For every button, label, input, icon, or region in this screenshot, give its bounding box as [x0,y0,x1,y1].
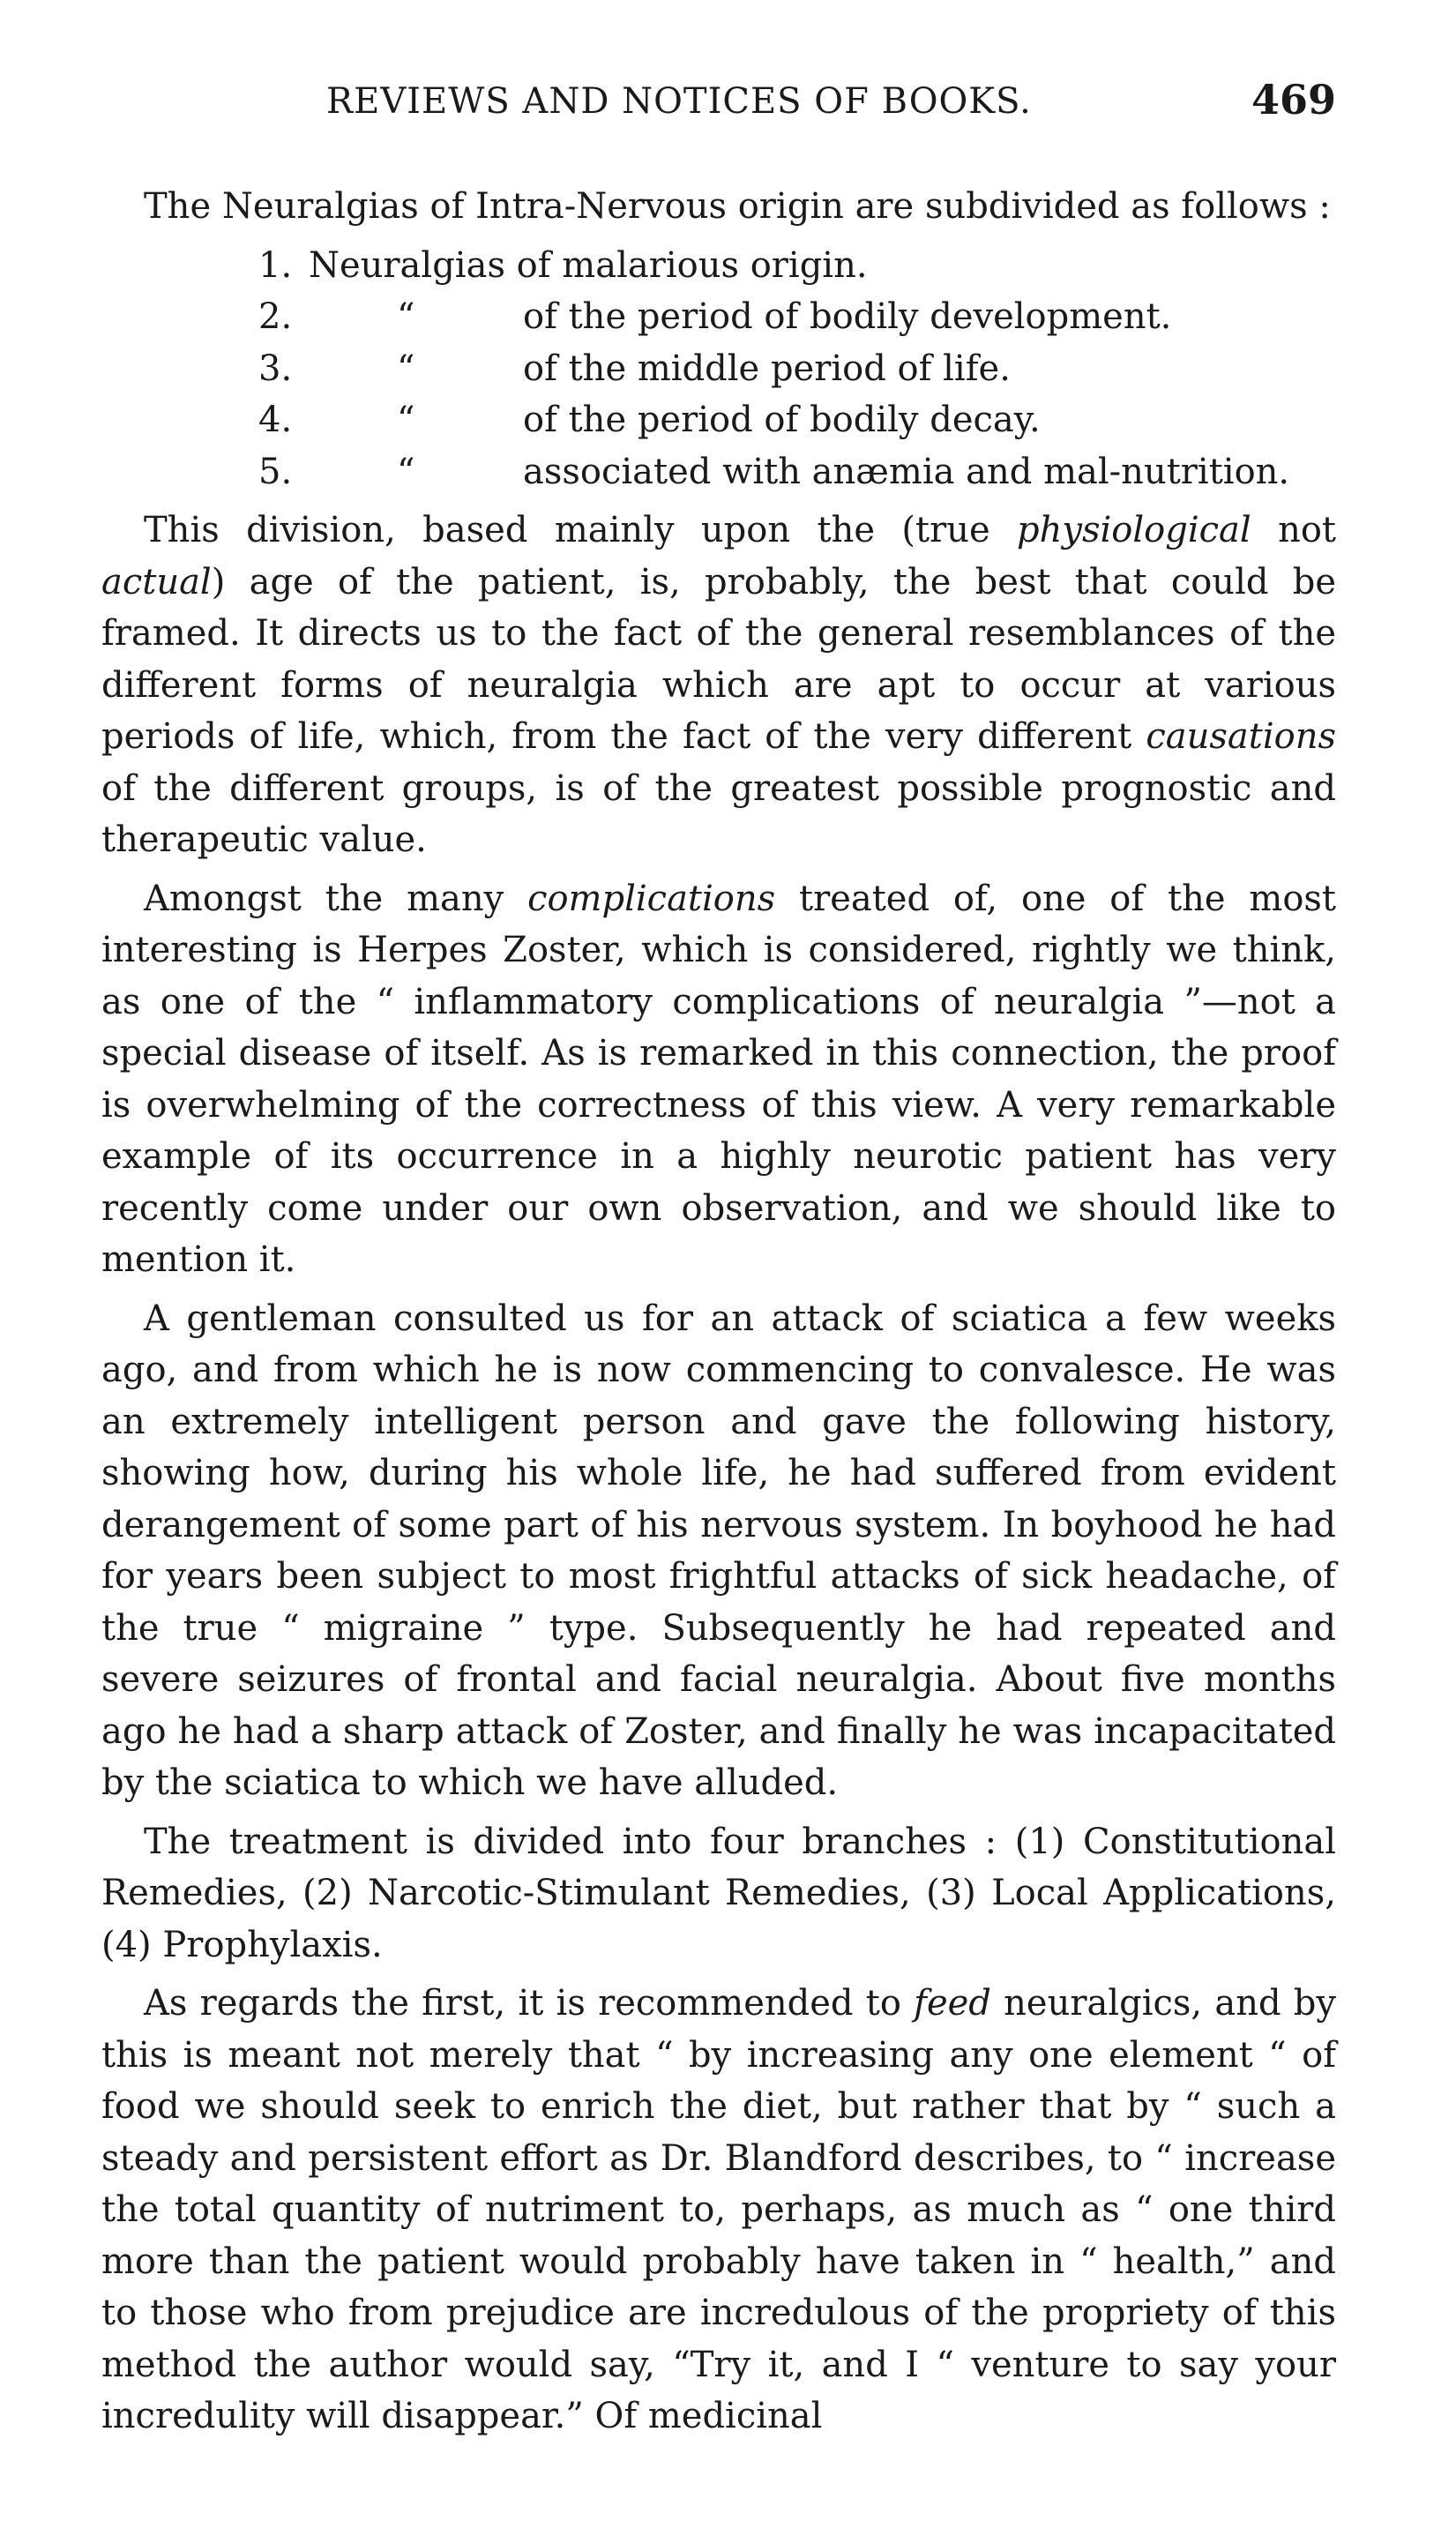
list-item-text: Neuralgias of malarious origin. [309,244,868,286]
ditto-mark: “ [397,451,415,492]
list-item-text: of the period of bodily development. [523,296,1172,337]
list-item-text: of the middle period of life. [523,348,1011,389]
neuralgia-list [101,240,1336,498]
ditto-mark: “ [397,296,415,337]
list-item-text: associated with anæmia and mal-nutrition. [523,451,1290,492]
italic-run: actual [101,561,212,602]
list-item [101,446,1336,498]
text-run: neuralgics, and by this is meant not merely that “ by increasing any one element “ of food we should seek to enrich the diet, but rather that by “ such a steady and persistent effort as Dr. Blandford describes, to “ increase the total quantity of nutriment to, perhaps, as much as “ one third more than the patient would probably have taken in “ health,” and to those who from prejudice are incredulous of the propriety of this method the author would say, “Try it, and I “ venture to say your incredulity will disappear.” Of medicinal [101,1983,1336,2436]
text-run: Amongst the many [144,878,528,919]
italic-run: causations [1146,716,1336,757]
case-paragraph: A gentleman consulted us for an attack of sciatica a few weeks ago, and from which he is now commencing to convalesce. He was an extremely intelligent person and gave the following history, showing how, during his whole life, he had suffered from evident derangement of some part of his nervous system. In boyhood he had for years been subject to most frightful attacks of sick headache, of the true “ migraine ” type. Subsequently he had repeated and severe seizures of frontal and facial neuralgia. About five months ago he had a sharp attack of Zoster, and finally he was incapacitated by the sciatica to which we have alluded. [101,1298,1336,1803]
list-item-number: 3. [258,348,293,389]
italic-run: physiological [1017,510,1251,550]
complications-paragraph [101,873,1336,1286]
list-item-number: 1. [258,244,293,286]
page-number: 469 [1251,76,1336,123]
text-run: ) age of the patient, is, probably, the best that could be framed. It directs us to the fact of the general resemblances of the different forms of neuralgia which are apt to occur at various periods of life, which, from the fact of the very different [101,561,1336,757]
ditto-mark: “ [397,400,415,440]
list-item [101,240,1336,292]
division-paragraph [101,505,1336,866]
treatment-paragraph: The treatment is divided into four branches : (1) Constitutional Remedies, (2) Narcotic-Stimulant Remedies, (3) Local Applications, (4) Prophylaxis. [101,1821,1336,1965]
body-text [101,181,1336,2450]
feeding-paragraph [101,1978,1336,2443]
list-item-number: 4. [258,400,293,440]
list-item-text: of the period of bodily decay. [523,400,1041,440]
list-item [101,291,1336,343]
intro-paragraph: The Neuralgias of Intra-Nervous origin are subdivided as follows : [144,186,1331,227]
list-item [101,394,1336,446]
text-run: This division, based mainly upon the (true [144,510,1018,550]
italic-run: feed [914,1983,991,2024]
list-item-number: 5. [258,451,293,492]
text-run: of the different groups, is of the greatest possible prognostic and therapeutic value. [101,767,1336,860]
text-run: treated of, one of the most interesting is Herpes Zoster, which is considered, rightly we think, as one of the “ inflammatory complications of neuralgia ”—not a special disease of itself. As is remarked in this connection, the proof is overwhelming of the correctness of this view. A very remarkable example of its occurrence in a highly neurotic patient has very recently come under our own observation, and we should like to mention it. [101,878,1337,1280]
running-head [101,76,1336,134]
list-item-number: 2. [258,296,293,337]
ditto-mark: “ [397,348,415,389]
text-run: not [1251,510,1336,550]
running-head-title: REVIEWS AND NOTICES OF BOOKS. [326,81,1032,122]
text-run: As regards the first, it is recommended to [144,1983,915,2024]
italic-run: complications [527,878,776,919]
list-item [101,343,1336,395]
